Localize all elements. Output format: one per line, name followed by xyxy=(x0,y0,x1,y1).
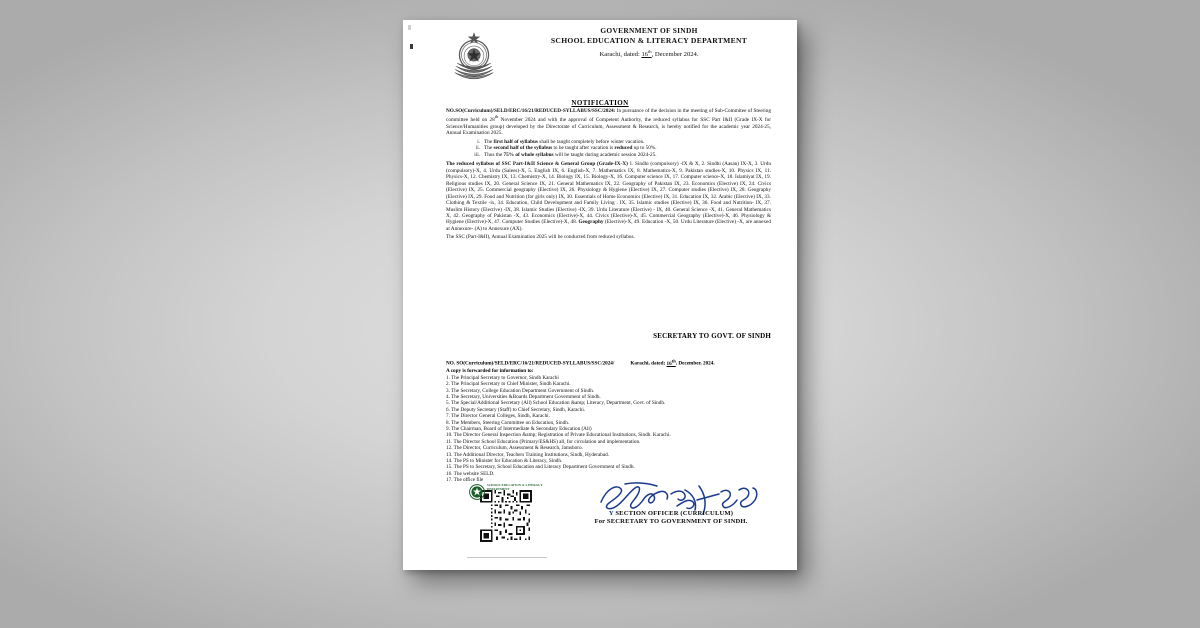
government-emblem-icon xyxy=(448,31,500,83)
secretary-signoff: SECRETARY TO GOVT. OF SINDH xyxy=(653,332,771,340)
copy-reference-line xyxy=(446,358,776,367)
notification-title: NOTIFICATION xyxy=(571,99,629,107)
list-item: 6. The Deputy Secretary (Staff) to Chief Secretary, Sindh, Karachi. xyxy=(446,406,586,413)
header-date xyxy=(523,49,775,58)
designation-text-1: SECTION OFFICER (CURRICULUM) xyxy=(615,510,734,517)
list-item: 11. The Director School Education (Primary/ES&HS) all, for circulation and implementation. xyxy=(446,438,641,445)
clause-pre: The xyxy=(484,145,494,152)
list-item: 13. The Additional Director, Teachers Training Institutions, Sindh, Hyderabad. xyxy=(446,451,610,458)
document-body xyxy=(446,108,771,241)
reference-number: NO.SO(Curriculum)/SELD/ERC/16/21/REDUCED-SYLLABUS/SSC/2024: xyxy=(446,108,616,114)
intro-paragraph xyxy=(446,108,771,137)
intro-text-1: In pursuance of the decision in the meeting of Sub-Commitee of Steering committee held on 28 xyxy=(446,108,771,124)
header-date-day: 16 xyxy=(641,51,649,59)
designation-line-2: For SECRETARY TO GOVERNMENT OF SINDH. xyxy=(594,518,748,526)
list-item: 2. The Principal Secretary to Chief Minister, Sindh Karachi. xyxy=(446,381,571,388)
clause-bold: first half of syllabus xyxy=(493,138,538,145)
tick-mark: Y xyxy=(608,510,614,517)
copy-forwarded-block xyxy=(446,358,776,484)
list-item: 16. The website SELD. xyxy=(446,470,495,477)
designation-line-1 xyxy=(573,510,769,518)
list-item: 7. The Director General Colleges, Sindh, Karachi. xyxy=(446,413,550,420)
copy-reference-number: NO. SO(Curriculum)/SELD/ERC/16/21/REDUCED-SYLLABUS/SSC/2024/ xyxy=(446,360,615,367)
gov-title-line2: SCHOOL EDUCATION & LITERACY DEPARTMENT xyxy=(550,35,748,45)
syllabus-list-text: 1. Sindhi (compulsory) -IX & X, 2. Sindhi (Aasan) IX-X, 3. Urdu (compulsory)-X, 4. Urdu (Salees)-X, 5. English IX, 6. English-X, 7. Mathematics IX, 8. Mathematics-X, 9. Pakistan studies-X, 10. Physics IX, 11. Physics-X, 12. Chemistry IX, 13. Chemistry-X, 14. Biology IX, 15. Biology-X, 16. Computer science IX, 17. Computer science-X, 18. Islamiyat IX, 19. Religious studies IX, 20. General Science IX, 21. General Mathematics IX, 22. Geography of Pakistan IX, 23. Economics (Elective) IX, 24. Civics (Elective) IX, 25. Commercial geography (Elective) IX, 26. Physiology & Hygiene (Elective) IX, 27. Computer studies (Elective) IX, 28. Geography (Elective) IX, 29. Food and Nutrition (for girls only) IX, 30. Essentials of Home Economics (Elective) IX, 31. Education IX, 32. Arabic (Elective) IX, 33. Clothing & Textile -ix, 34. Education, Child Development and Family Living . IX, 35. Islamic studies (Elective) IX, 36. Food and Nutrition- IX, 37. Muslim History (Elective) -IX, 38. Islamic Studies (Elective) -IX, 39. Urdu Literature (Elective) - IX, 40. General Science -X, 41. General Mathematics X, 42. Geography of Pakistan -X, 43. Economics (Elective)-X, 44. Civics (Elective)-X, 45. Commercial Geography (Elective)-X, 46. Physiology & Hygiene (Elective)-X, 47. Computer Studies (Elective)-X, 48. xyxy=(446,161,771,226)
copy-date-rest: , December, 2024. xyxy=(675,360,715,367)
footer-divider xyxy=(467,557,547,558)
clause-post-2: up to 50%. xyxy=(632,145,657,152)
clause-numeral: iii. xyxy=(474,151,480,158)
seal-text: SCHOOL EDUCATION & LITERACY DEPARTMENT xyxy=(487,483,543,491)
list-item: 14. The PS to Minister for Education & Literacy, Sindh. xyxy=(446,458,563,465)
qr-and-seal-area xyxy=(467,482,559,544)
clause-bold: second half of the syllabus xyxy=(493,145,553,152)
clause-pre: The xyxy=(484,138,494,145)
syllabus-bold-tail: Geography xyxy=(578,219,604,226)
clause-numeral: ii. xyxy=(475,145,480,152)
document-page xyxy=(403,20,797,570)
header-date-ordinal: th xyxy=(648,49,652,55)
document-header xyxy=(403,26,797,58)
list-item: 17. The office file xyxy=(446,477,484,484)
list-item: 10. The Director General Inspection &amp; Registration of Private Educational Institutions, Sindh. Karachi. xyxy=(446,432,671,439)
copy-date-day: 16 xyxy=(666,360,672,367)
clause-bold: 75% of whole syllabus xyxy=(503,151,554,158)
list-item: 9. The Chairman, Board of Intermediate & Secondary Education (All) xyxy=(446,425,592,432)
syllabus-paragraph xyxy=(446,161,771,232)
header-date-prefix: Karachi, dated: xyxy=(599,51,642,59)
list-item xyxy=(446,152,771,159)
exam-conduct-line: The SSC (Part-I&II), Annual Examination 2025 will be conducted from reduced syllabus. xyxy=(446,234,635,241)
gov-title-line1: GOVERNMENT OF SINDH xyxy=(600,26,698,35)
clause-bold-2: reduced xyxy=(614,145,633,152)
copy-date-ordinal: th xyxy=(671,358,676,363)
header-titles xyxy=(523,26,775,58)
header-date-rest: , December 2024. xyxy=(651,51,699,59)
copy-date-prefix: Karachi, dated; xyxy=(630,360,667,367)
roman-clause-list xyxy=(446,139,771,159)
department-seal-icon xyxy=(469,484,485,500)
list-item: 3. The Secretary, College Education Department Government of Sindh. xyxy=(446,387,595,394)
list-item: 15. The PS to Secretary, School Education and Literacy Department Government of Sindh. xyxy=(446,464,635,471)
signature-captions xyxy=(573,510,769,526)
intro-text-2: November 2024 and with the approval of Competent Authority, the reduced syllabus for SSC Part I&II (Grade IX-X for Science/Humanities group) developed by the Directorate of Curriculum, Assessment & Research, is hereby notified for the academic year 2024-25, Annual Examination 2025. xyxy=(446,117,771,137)
signature-block xyxy=(573,482,773,542)
syllabus-heading: The reduced syllabus of SSC Part-I&II Science & General Group (Grade-IX-X) xyxy=(446,161,628,168)
list-item: 5. The Special/Additional Secretary (All) School Education &amp; Literacy, Department, Govt. of Sindh. xyxy=(446,400,666,407)
copy-forwarded-heading: A copy is forwarded for information to: xyxy=(446,367,534,374)
clause-post: shall be taught completely before winter vacation. xyxy=(537,138,645,145)
distribution-list xyxy=(446,375,776,484)
list-item: 8. The Members, Steering Committee on Education, Sindh. xyxy=(446,419,570,426)
clause-pre: Thus the xyxy=(484,151,504,158)
list-item: 4. The Secretary, Universities &Boards Department Government of Sindh. xyxy=(446,393,601,400)
list-item xyxy=(446,145,771,152)
clause-post: will be taught during academic session 2024-25. xyxy=(553,151,657,158)
syllabus-list-text-2: (Elective)-X, 49. Education -X, 50. Urdu Literature (Elective) -X, are annexed at Annexure- (A) to Annexure (AX). xyxy=(446,219,771,232)
intro-ordinal: th xyxy=(494,114,499,120)
list-item: 12. The Director, Curriculum, Assessment & Research, Jamshoro. xyxy=(446,445,583,452)
clause-numeral: i. xyxy=(477,138,480,145)
list-item: 1. The Principal Secretary to Governor, Sindh Karachi xyxy=(446,374,559,381)
clause-post: to be taught after vacation is xyxy=(552,145,615,152)
